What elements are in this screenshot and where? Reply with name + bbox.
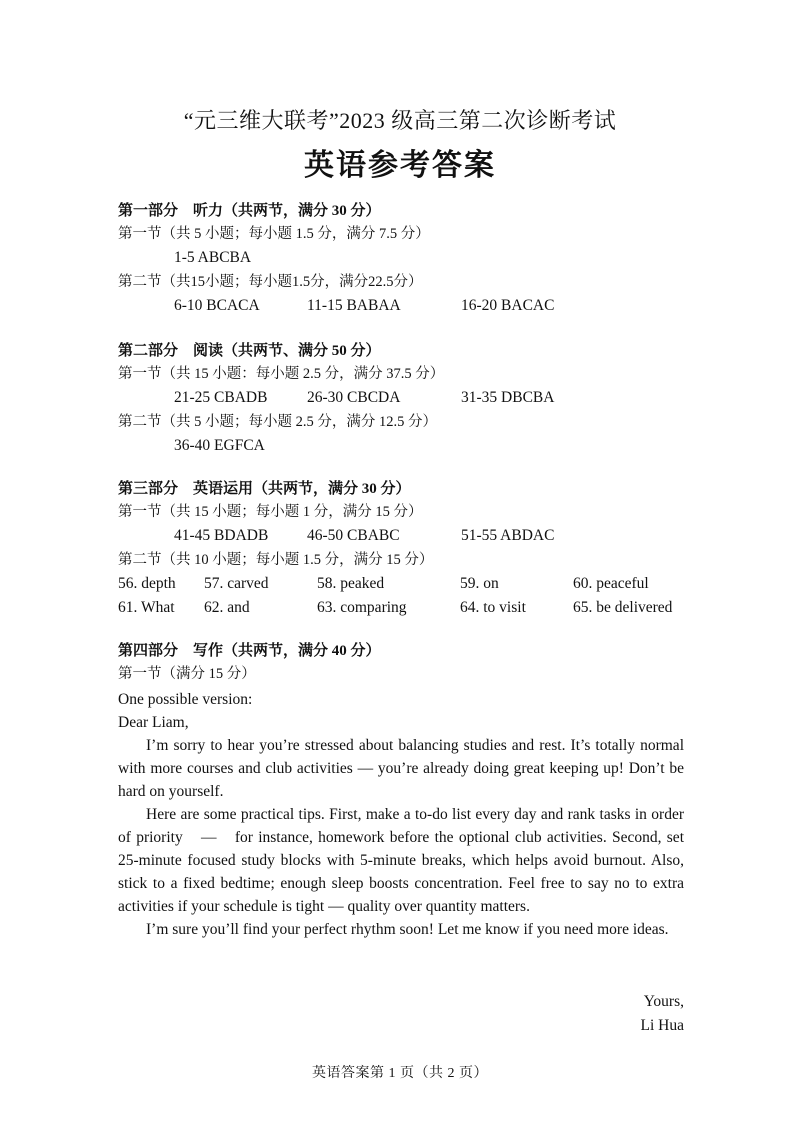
fill-answer: 61. What: [118, 599, 175, 616]
essay-paragraph: I’m sorry to hear you’re stressed about balancing studies and rest. It’s totally normal with more courses and club activities — you’re already doing great keeping up! Don’t be hard on yourself.: [118, 737, 684, 800]
part2-section1-title: 第一节（共 15 小题：每小题 2.5 分，满分 37.5 分）: [118, 366, 445, 382]
part3-section: [118, 478, 718, 620]
answer-group: 26-30 CBCDA: [307, 389, 401, 406]
answer-row: [118, 246, 718, 270]
part1-title: 第一部分 听力（共两节，满分 30 分）: [118, 203, 381, 219]
signature: Li Hua: [640, 1017, 684, 1034]
fill-answer: 56. depth: [118, 575, 176, 592]
answer-group: 21-25 CBADB: [174, 389, 268, 406]
fill-answer: 57. carved: [204, 575, 269, 592]
answer-group: 1-5 ABCBA: [174, 249, 252, 266]
fill-answer-row: [118, 572, 718, 596]
part2-section: [118, 340, 718, 458]
answer-group: 51-55 ABDAC: [461, 527, 555, 544]
part3-section1-title: 第一节（共 15 小题；每小题 1 分，满分 15 分）: [118, 504, 423, 520]
essay-paragraph: Here are some practical tips. First, make a to-do list every day and rank tasks in order of priority — for instance, homework before the optional club activities. Second, set 25-minute focused study blocks with 5-minute breaks, which helps avoid burnout. Also, stick to a fixed bedtime; enough sleep boosts concentration. Feel free to say no to extra activities if your schedule is tight — quality over quantity matters.: [118, 806, 684, 915]
fill-answer: 63. comparing: [317, 599, 407, 616]
part1-section: [118, 200, 718, 318]
answer-group: 46-50 CBABC: [307, 527, 400, 544]
fill-answer: 59. on: [460, 575, 499, 592]
closing: Yours,: [643, 993, 684, 1010]
fill-answer: 65. be delivered: [573, 599, 673, 616]
answer-group: 31-35 DBCBA: [461, 389, 555, 406]
part3-title: 第三部分 英语运用（共两节，满分 30 分）: [118, 481, 411, 497]
answer-row: [118, 524, 718, 548]
answer-row: [118, 294, 718, 318]
fill-answer: 58. peaked: [317, 575, 385, 592]
part4-section: [118, 640, 718, 686]
part2-title: 第二部分 阅读（共两节、满分 50 分）: [118, 343, 381, 359]
answer-group: 6-10 BCACA: [174, 297, 260, 314]
answer-row: [118, 386, 718, 410]
page-footer: 英语答案第 1 页（共 2 页）: [312, 1066, 488, 1081]
answer-group: 41-45 BDADB: [174, 527, 269, 544]
part1-section1-title: 第一节（共 5 小题；每小题 1.5 分，满分 7.5 分）: [118, 226, 430, 242]
document-title: 英语参考答案: [304, 149, 496, 182]
sample-essay: [118, 688, 684, 941]
fill-answer-row: [118, 596, 718, 620]
part3-section2-title: 第二节（共 10 小题；每小题 1.5 分，满分 15 分）: [118, 552, 434, 568]
answer-group: 11-15 BABAA: [307, 297, 401, 314]
salutation: Dear Liam,: [118, 714, 189, 731]
fill-answer: 62. and: [204, 599, 250, 616]
fill-answer: 60. peaceful: [573, 575, 649, 592]
part4-section1-title: 第一节（满分 15 分）: [118, 666, 256, 682]
answer-group: 36-40 EGFCA: [174, 437, 265, 454]
answer-group: 16-20 BACAC: [461, 297, 555, 314]
part2-section2-title: 第二节（共 5 小题；每小题 2.5 分，满分 12.5 分）: [118, 414, 437, 430]
answer-row: [118, 434, 718, 458]
fill-answer: 64. to visit: [460, 599, 526, 616]
exam-title: “元三维大联考”2023 级高三第二次诊断考试: [183, 108, 617, 133]
part4-title: 第四部分 写作（共两节，满分 40 分）: [118, 643, 381, 659]
part1-section2-title: 第二节（共15小题；每小题1.5分，满分22.5分）: [118, 274, 423, 290]
version-label: One possible version:: [118, 691, 253, 708]
essay-paragraph: I’m sure you’ll find your perfect rhythm soon! Let me know if you need more ideas.: [146, 921, 669, 938]
